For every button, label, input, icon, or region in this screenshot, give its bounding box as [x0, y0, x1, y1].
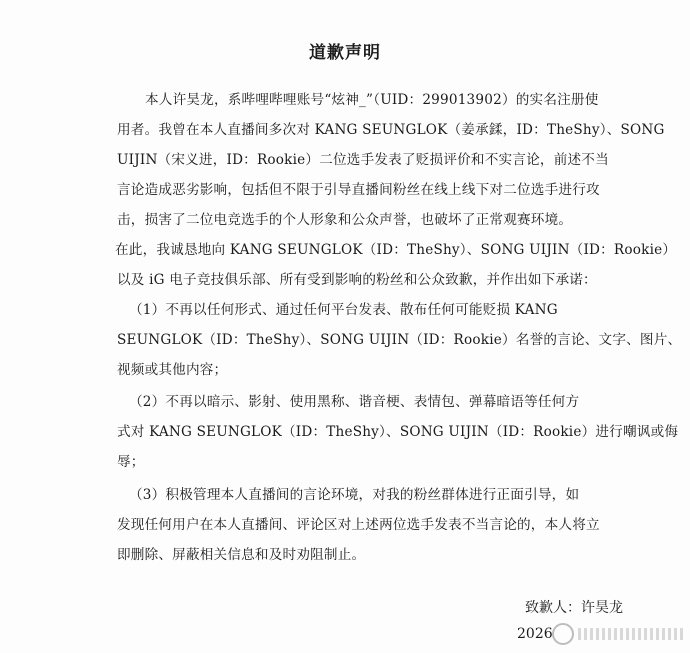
body-line: 在此，我诚恳地向 KANG SEUNGLOK（ID：TheShy）、SONG UIJIN（ID：Rookie） — [115, 242, 677, 258]
body-line: 式对 KANG SEUNGLOK（ID：TheShy）、SONG UIJIN（ID：Rookie）进行嘲讽或侮 — [117, 424, 679, 440]
body-line: UIJIN（宋义进，ID：Rookie）二位选手发表了贬损评价和不实言论，前述不当 — [117, 152, 609, 168]
body-line: 本人许昊龙，系哔哩哔哩账号“炫神_”（UID：299013902）的实名注册使 — [145, 92, 599, 108]
body-line: 用者。我曾在本人直播间多次对 KANG SEUNGLOK（姜承鍒，ID：TheShy）、SONG — [117, 122, 665, 138]
body-line: 以及 iG 电子竞技俱乐部、所有受到影响的粉丝和公众致歉，并作出如下承诺： — [117, 272, 597, 288]
body-line: （2）不再以暗示、影射、使用黑称、谐音梗、表情包、弹幕暗语等任何方 — [129, 394, 580, 410]
date: 2026 — [517, 626, 553, 642]
document-title: 道歉声明 — [309, 43, 381, 63]
body-line: 击，损害了二位电竞选手的个人形象和公众声誉，也破坏了正常观赛环境。 — [117, 212, 573, 228]
watermark-logo-icon — [552, 623, 574, 645]
body-line: SEUNGLOK（ID：TheShy）、SONG UIJIN（ID：Rookie）名誉的言论、文字、图片、 — [117, 332, 682, 348]
body-line: 视频或其他内容； — [117, 362, 228, 378]
body-line: 即删除、屏蔽相关信息和及时劝阻制止。 — [117, 547, 366, 563]
body-line: （3）积极管理本人直播间的言论环境，对我的粉丝群体进行正面引导，如 — [129, 487, 580, 503]
signer: 致歉人：许昊龙 — [525, 600, 623, 616]
watermark — [552, 622, 684, 646]
body-line: 言论造成恶劣影响，包括但不限于引导直播间粉丝在线上线下对二位选手进行攻 — [117, 182, 600, 198]
watermark-text-graphic — [578, 628, 684, 640]
body-line: 辱； — [117, 454, 145, 470]
body-line: 发现任何用户在本人直播间、评论区对上述两位选手发表不当言论的，本人将立 — [117, 517, 600, 533]
body-line: （1）不再以任何形式、通过任何平台发表、散布任何可能贬损 KANG — [129, 302, 558, 318]
